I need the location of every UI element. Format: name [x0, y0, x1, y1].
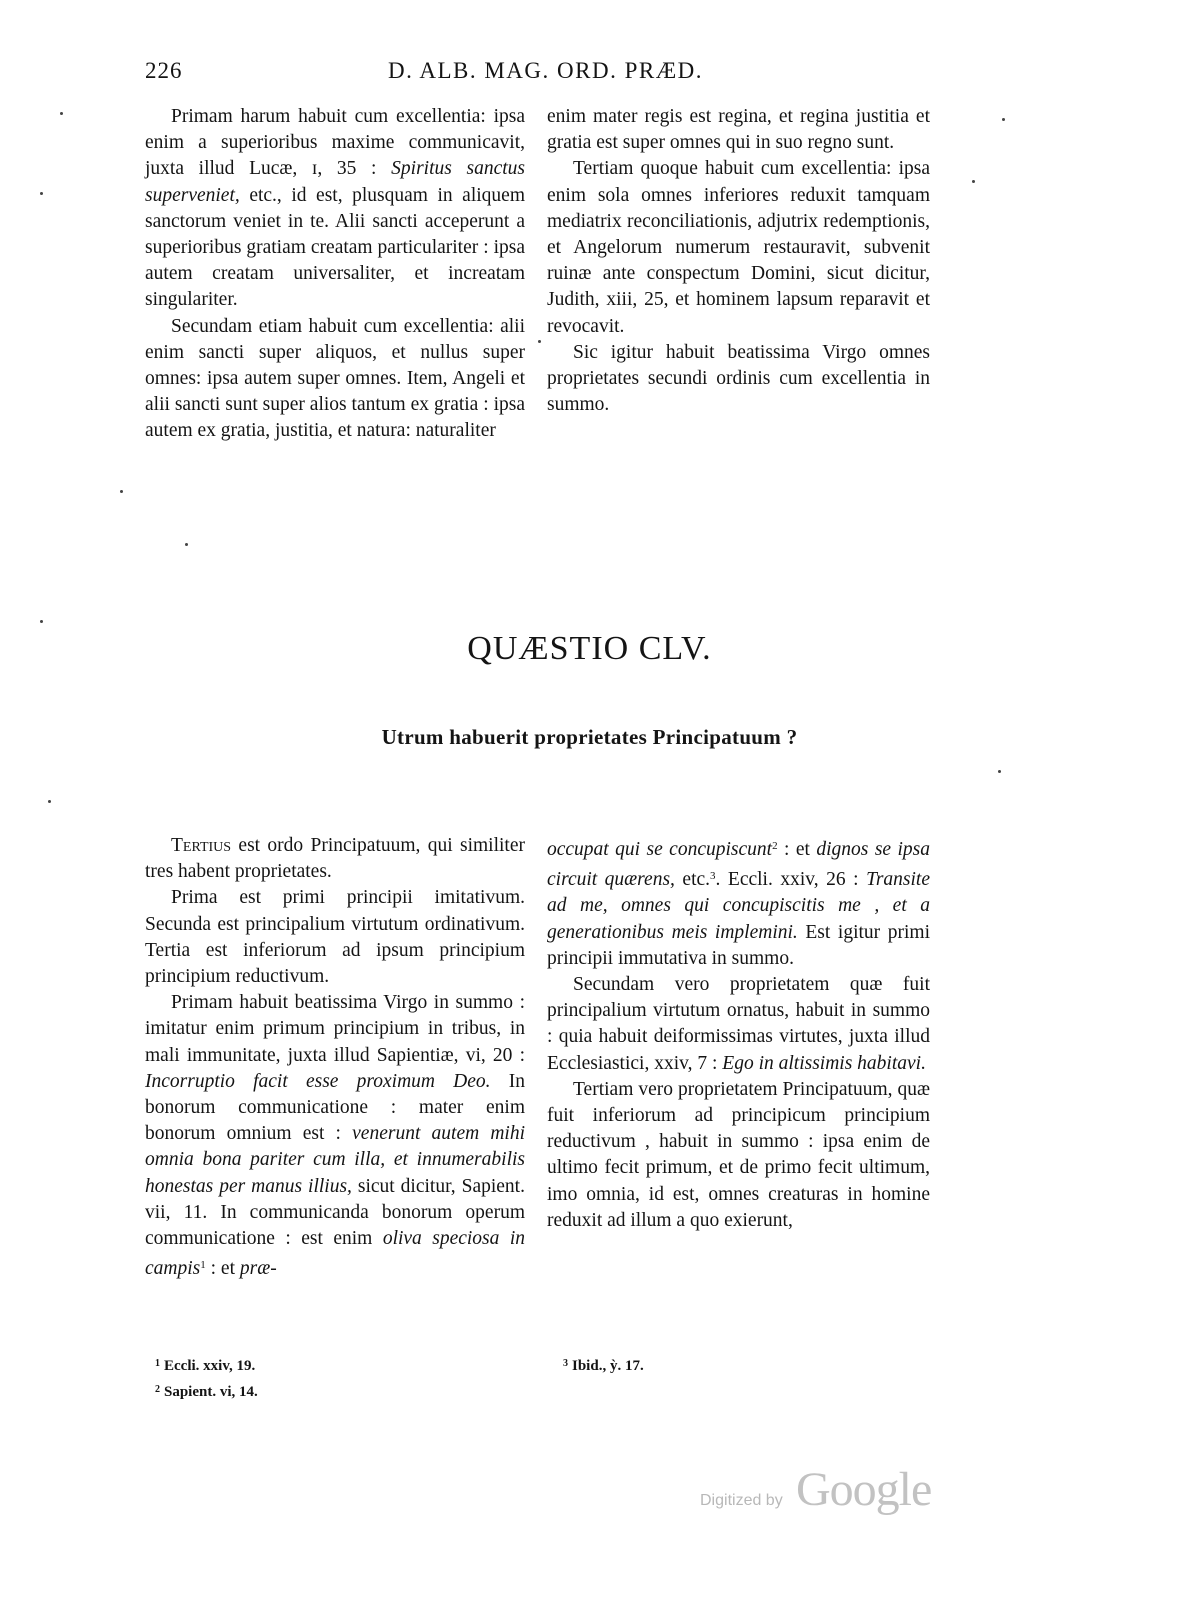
- google-logo: Google: [796, 1463, 932, 1516]
- paragraph: Sic igitur habuit beatissima Virgo omnes proprietates secundi ordinis cum excellentia in summo.: [547, 341, 930, 416]
- question-title: QUÆSTIO CLV.: [467, 630, 712, 667]
- upper-left-column: [145, 104, 525, 445]
- paragraph: Tertius est ordo Principatuum, qui similiter tres habent proprietates.: [145, 835, 525, 883]
- lower-right-column: [547, 833, 930, 1234]
- footnote-ref: 3: [710, 870, 716, 883]
- digitized-by-label: Digitized by: [700, 1492, 783, 1509]
- paragraph: enim mater regis est regina, et regina justitia et gratia est super omnes qui in suo regno sunt.: [547, 106, 930, 154]
- footnote: $^2$ Sapient. vi, 14.: [155, 1384, 258, 1400]
- scan-speck: [1002, 118, 1005, 121]
- page-header: [0, 58, 1179, 88]
- scan-speck: [972, 180, 975, 183]
- paragraph: Primam habuit beatissima Virgo in summo : imitatur enim primum principium in tribus, in mali immunitate, juxta illud Sapientiæ, vi, 20 : Incorruptio facit esse proximum Deo. In bonorum communicatione : mater enim bonorum omnium est : venerunt autem mihi omnia bona pariter cum illa, et innumerabilis honestas per manus illius, sicut dicitur, Sapient. vii, 11. In communicanda bonorum operum communicatione : est enim oliva speciosa in campis$^1$ : et præ-: [145, 992, 526, 1280]
- scan-speck: [120, 490, 123, 493]
- upper-right-column: [547, 104, 930, 418]
- scan-speck: [185, 543, 188, 546]
- footnote: $^1$ Eccli. xxiv, 19.: [155, 1358, 256, 1374]
- lower-left-column: [145, 833, 525, 1282]
- paragraph: Prima est primi principii imitativum. Secunda est principalium virtutum ordinativum. Tertia est inferiorum ad ipsum principium principium reductivum.: [145, 887, 525, 988]
- paragraph: Tertiam vero proprietatem Principatuum, quæ fuit inferiorum ad principicum principium reductivum , habuit in summo : ipsa enim de ultimo fecit primum, et de primo fecit ultimum, imo omnia, id est, omnes creaturas in homine reduxit ad illum a quo exierunt,: [547, 1078, 930, 1231]
- footnote-ref: 2: [772, 840, 778, 852]
- scan-speck: [998, 770, 1001, 773]
- question-subtitle: Utrum habuerit proprietates Principatuum ?: [381, 725, 798, 749]
- paragraph: Primam harum habuit cum excellentia: ipsa enim a superioribus maxime communicavit, juxta illud Lucæ, ɪ, 35 : Spiritus sanctus superveniet, etc., id est, plusquam in aliquem sanctorum veniet in te. Alii sancti acceperunt a superioribus gratiam creatam particulariter : ipsa autem creatam universaliter, et increatam singulariter.: [145, 106, 526, 311]
- page-number: 226: [145, 58, 183, 83]
- paragraph: Secundam vero proprietatem quæ fuit principalium virtutum ornatus, habuit in summo : quia habuit deiformissimas virtutes, juxta illud Ecclesiastici, xxiv, 7 : Ego in altissimis habitavi.: [547, 974, 930, 1074]
- scan-speck: [40, 192, 43, 195]
- footnote-ref: 1: [200, 1259, 206, 1272]
- scan-speck: [538, 340, 541, 343]
- digitized-by-google-watermark: [700, 1462, 960, 1522]
- scan-speck: [48, 800, 51, 803]
- footnotes-right: [563, 1352, 644, 1378]
- paragraph: Tertiam quoque habuit cum excellentia: ipsa enim sola omnes inferiores reduxit tamquam mediatrix reconciliationis, adjutrix redemptionis, et Angelorum numerum restauravit, subvenit ruinæ ante conspectum Domini, sicut dicitur, Judith, xiii, 25, et hominem lapsum reparavit et revocavit.: [547, 158, 930, 337]
- paragraph: occupat qui se concupiscunt$^2$ : et dignos se ipsa circuit quærens, etc.$^3$. Eccli. xxiv, 26 : Transite ad me, omnes qui concupiscitis me , et a generationibus meis implemini. Est igitur primi principii immutativa in summo.: [547, 839, 930, 969]
- scan-speck: [40, 620, 43, 623]
- running-title: D. ALB. MAG. ORD. PRÆD.: [388, 58, 704, 83]
- footnotes-left: [155, 1352, 258, 1404]
- scan-speck: [60, 112, 63, 115]
- footnote: $^3$ Ibid., ỳ. 17.: [563, 1358, 644, 1374]
- paragraph: Secundam etiam habuit cum excellentia: alii enim sancti super aliquos, et nullus super omnes: ipsa autem super omnes. Item, Angeli et alii sancti sunt super alios tantum ex gratia : ipsa autem ex gratia, justitia, et natura: naturaliter: [145, 315, 525, 442]
